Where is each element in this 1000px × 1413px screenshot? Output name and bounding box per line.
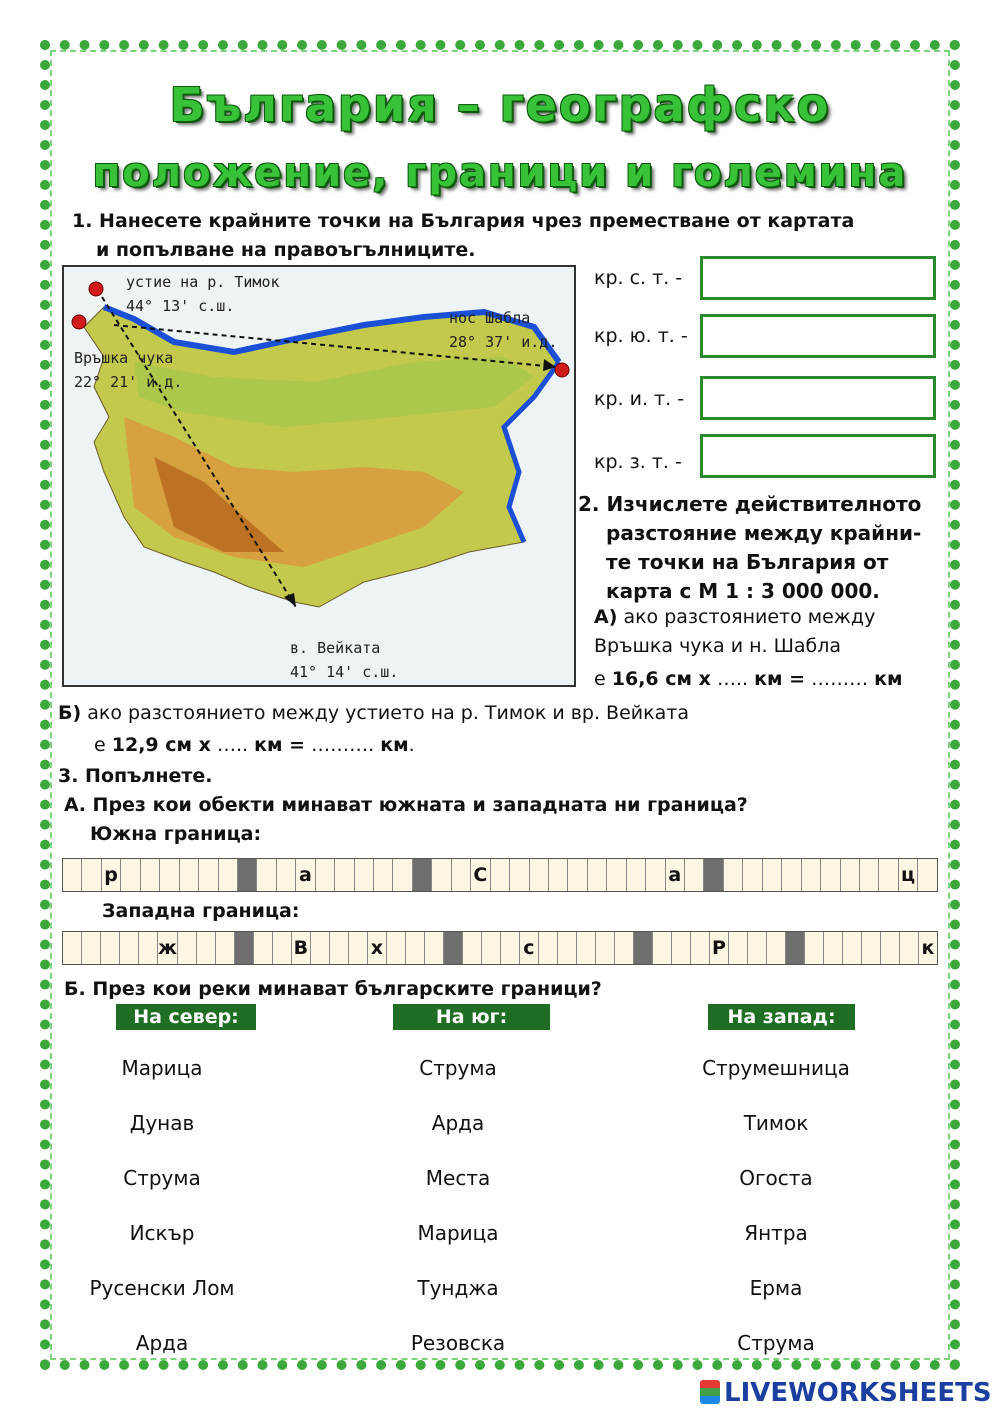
task2b-unit: км: [380, 734, 409, 756]
west-grid-letter-cell[interactable]: [748, 932, 767, 964]
task2a-label: А): [594, 606, 618, 628]
west-grid-letter-cell[interactable]: [501, 932, 520, 964]
river-option-south[interactable]: Марица: [417, 1221, 499, 1245]
task2a-km: км =: [754, 668, 806, 690]
south-grid-letter-cell[interactable]: [860, 859, 879, 891]
south-grid-letter-cell[interactable]: [782, 859, 801, 891]
west-grid-letter-cell[interactable]: [558, 932, 577, 964]
south-grid-letter-cell[interactable]: [335, 859, 354, 891]
west-grid-letter-cell: к: [921, 937, 935, 959]
point-shabla: [555, 363, 569, 377]
river-option-north[interactable]: Струма: [123, 1166, 201, 1190]
west-grid-letter-cell[interactable]: [463, 932, 482, 964]
task2b-pre: е: [94, 734, 106, 756]
west-grid-letter-cell: В: [292, 932, 311, 964]
south-grid-letter-cell[interactable]: [510, 859, 529, 891]
west-grid-letter-cell[interactable]: [101, 932, 120, 964]
header-north: На север:: [116, 1004, 256, 1030]
river-option-north[interactable]: Арда: [135, 1331, 189, 1355]
river-option-west[interactable]: Тимок: [743, 1111, 809, 1135]
task3b-question: Б. През кои реки минават българските граници?: [64, 978, 602, 1000]
task2b-blank1[interactable]: …..: [216, 734, 255, 756]
south-grid-letter-cell[interactable]: [63, 859, 82, 891]
task2a-text2: Връшка чука и н. Шабла: [594, 635, 842, 657]
west-grid-letter-cell[interactable]: [767, 932, 786, 964]
west-grid-letter-cell: ж: [158, 932, 178, 964]
header-west: На запад:: [708, 1004, 855, 1030]
river-option-south[interactable]: Места: [425, 1166, 491, 1190]
label-vrashka-coord: 22° 21' и.д.: [74, 373, 183, 391]
west-grid-letter-cell[interactable]: [311, 932, 330, 964]
task2a-intro: [594, 606, 875, 628]
label-north-point: кр. с. т. -: [594, 267, 683, 289]
task2b-text: ако разстоянието между устието на р. Тимок и вр. Вейката: [87, 702, 689, 724]
label-east-point: кр. и. т. -: [594, 388, 685, 410]
west-grid-letter-cell[interactable]: [139, 932, 158, 964]
west-grid-letter-cell[interactable]: [197, 932, 216, 964]
west-grid-letter-cell[interactable]: [653, 932, 672, 964]
south-grid-letter-cell[interactable]: [568, 859, 587, 891]
south-grid-letter-cell: а: [666, 859, 685, 891]
south-grid-letter-cell[interactable]: [724, 859, 743, 891]
river-option-west[interactable]: Ерма: [749, 1276, 803, 1300]
south-grid-letter-cell[interactable]: [277, 859, 296, 891]
west-grid-separator-cell: [634, 932, 653, 964]
river-option-south[interactable]: Струма: [419, 1056, 497, 1080]
south-border-grid: [62, 858, 938, 892]
west-grid-letter-cell[interactable]: [330, 932, 349, 964]
west-grid-letter-cell[interactable]: [596, 932, 615, 964]
south-grid-separator-cell: [704, 859, 723, 891]
task2a-text1: ако разстоянието между: [623, 606, 876, 628]
south-grid-letter-cell[interactable]: [607, 859, 626, 891]
west-grid-separator-cell: [444, 932, 463, 964]
river-option-north[interactable]: Искър: [129, 1221, 195, 1245]
south-grid-letter-cell[interactable]: [219, 859, 238, 891]
logo-text: LIVEWORKSHEETS: [724, 1378, 992, 1408]
south-grid-letter-cell[interactable]: [160, 859, 179, 891]
liveworksheets-logo: [700, 1378, 992, 1408]
task2b-equation: [94, 734, 415, 756]
title-line-1: България – географско: [169, 78, 831, 132]
south-grid-letter-cell[interactable]: [432, 859, 451, 891]
south-grid-separator-cell: [238, 859, 257, 891]
river-option-west[interactable]: Огоста: [739, 1166, 813, 1190]
task3-title: 3. Попълнете.: [58, 765, 213, 787]
label-south-point: кр. ю. т. -: [594, 325, 688, 347]
west-grid-letter-cell[interactable]: [539, 932, 558, 964]
task2b-km: км =: [254, 734, 306, 756]
river-option-north[interactable]: Дунав: [129, 1111, 195, 1135]
label-shabla: нос Шабла: [449, 309, 531, 327]
bulgaria-map: [62, 265, 576, 687]
west-grid-letter-cell[interactable]: [120, 932, 139, 964]
task2b-label: Б): [58, 702, 82, 724]
label-timok: устие на р. Тимок: [126, 273, 280, 291]
west-grid-letter-cell[interactable]: [82, 932, 101, 964]
south-grid-letter-cell: ц: [899, 859, 918, 891]
label-shabla-coord: 28° 37' и.д.: [449, 333, 558, 351]
label-west-point: кр. з. т. -: [594, 451, 682, 473]
south-grid-letter-cell[interactable]: [452, 859, 471, 891]
south-grid-letter-cell[interactable]: [763, 859, 782, 891]
task1-label-2: и попълване на правоъгълниците.: [96, 239, 476, 261]
west-grid-letter-cell[interactable]: [729, 932, 748, 964]
logo-icon: [700, 1380, 720, 1404]
south-grid-separator-cell: [413, 859, 432, 891]
river-option-south[interactable]: Арда: [431, 1111, 485, 1135]
south-grid-letter-cell[interactable]: [530, 859, 549, 891]
west-border-label: Западна граница:: [102, 900, 300, 922]
answer-box-south[interactable]: [700, 314, 936, 358]
west-grid-letter-cell: Р: [710, 932, 729, 964]
south-grid-letter-cell[interactable]: [180, 859, 199, 891]
west-grid-letter-cell[interactable]: [178, 932, 197, 964]
task2-line3: те точки на България от: [606, 550, 889, 574]
south-grid-letter-cell[interactable]: [549, 859, 568, 891]
south-grid-letter-cell[interactable]: [199, 859, 218, 891]
west-grid-letter-cell[interactable]: [672, 932, 691, 964]
south-grid-letter-cell[interactable]: [627, 859, 646, 891]
west-grid-letter-cell[interactable]: [805, 932, 824, 964]
task2a-blank1[interactable]: …..: [716, 668, 755, 690]
south-grid-letter-cell[interactable]: [82, 859, 101, 891]
south-grid-letter-cell: а: [296, 859, 315, 891]
task2a-pre: е: [594, 668, 606, 690]
task2b-intro: [58, 702, 689, 724]
river-option-west[interactable]: Струма: [737, 1331, 815, 1355]
south-grid-letter-cell[interactable]: [141, 859, 160, 891]
river-option-south[interactable]: Тунджа: [417, 1276, 499, 1300]
south-grid-letter-cell[interactable]: [802, 859, 821, 891]
west-grid-letter-cell[interactable]: [691, 932, 710, 964]
river-option-north[interactable]: Русенски Лом: [89, 1276, 235, 1300]
west-grid-letter-cell[interactable]: [273, 932, 292, 964]
task2a-value: 16,6 см х: [611, 668, 711, 690]
south-grid-letter-cell[interactable]: [374, 859, 393, 891]
west-grid-letter-cell[interactable]: [843, 932, 862, 964]
west-grid-letter-cell[interactable]: [425, 932, 444, 964]
south-grid-letter-cell[interactable]: [841, 859, 860, 891]
south-grid-letter-cell[interactable]: [879, 859, 898, 891]
south-grid-letter-cell[interactable]: [316, 859, 335, 891]
river-option-north[interactable]: Марица: [121, 1056, 203, 1080]
west-grid-letter-cell[interactable]: [862, 932, 881, 964]
task2-line2: разстояние между крайни-: [606, 521, 922, 545]
task2b-end: .: [408, 734, 415, 756]
river-option-west[interactable]: Янтра: [744, 1221, 808, 1245]
point-vrashka-chuka: [72, 315, 86, 329]
task3a-question: А. През кои обекти минават южната и западната ни граница?: [64, 794, 748, 816]
answer-box-east[interactable]: [700, 376, 936, 420]
task2b-blank2[interactable]: ……….: [311, 734, 381, 756]
header-south: На юг:: [393, 1004, 550, 1030]
west-border-grid: [62, 931, 938, 965]
south-grid-letter-cell[interactable]: [821, 859, 840, 891]
west-grid-separator-cell: [786, 932, 805, 964]
point-timok: [89, 282, 103, 296]
west-grid-letter-cell: х: [368, 932, 387, 964]
south-grid-letter-cell: С: [471, 859, 490, 891]
label-timok-coord: 44° 13' с.ш.: [126, 297, 235, 315]
south-grid-letter-cell[interactable]: [121, 859, 140, 891]
task2-line4: карта с М 1 : 3 000 000.: [606, 579, 880, 603]
west-grid-letter-cell[interactable]: [900, 932, 919, 964]
west-grid-letter-cell: с: [520, 932, 539, 964]
west-grid-letter-cell[interactable]: [615, 932, 634, 964]
south-grid-letter-cell[interactable]: [646, 859, 665, 891]
west-grid-letter-cell[interactable]: [881, 932, 900, 964]
south-grid-letter-cell[interactable]: [393, 859, 412, 891]
west-grid-letter-cell[interactable]: [216, 932, 235, 964]
west-grid-letter-cell[interactable]: [482, 932, 501, 964]
task1-label: 1. Нанесете крайните точки на България чрез преместване от картата: [72, 210, 855, 232]
west-grid-letter-cell[interactable]: [349, 932, 368, 964]
task2a-equation: [594, 668, 903, 690]
south-grid-letter-cell[interactable]: [685, 859, 704, 891]
south-grid-letter-cell[interactable]: [491, 859, 510, 891]
answer-box-west[interactable]: [700, 434, 936, 478]
task2a-unit: км: [874, 668, 903, 690]
south-border-label: Южна граница:: [90, 823, 262, 845]
west-grid-letter-cell[interactable]: [387, 932, 406, 964]
west-grid-letter-cell[interactable]: [577, 932, 596, 964]
west-grid-separator-cell: [235, 932, 254, 964]
west-grid-letter-cell[interactable]: [63, 932, 82, 964]
south-grid-letter-cell[interactable]: [355, 859, 374, 891]
task2-line1: 2. Изчислете действителното: [578, 492, 922, 516]
river-option-south[interactable]: Резовска: [410, 1331, 506, 1355]
west-grid-letter-cell[interactable]: [254, 932, 273, 964]
map-svg: [64, 267, 574, 685]
river-option-west[interactable]: Струмешница: [702, 1056, 850, 1080]
south-grid-letter-cell[interactable]: [918, 859, 936, 891]
south-grid-letter-cell[interactable]: [743, 859, 762, 891]
label-vrashka: Връшка чука: [74, 349, 174, 367]
label-veikata: в. Вейката: [290, 639, 381, 657]
south-grid-letter-cell[interactable]: [257, 859, 276, 891]
label-veikata-coord: 41° 14' с.ш.: [290, 663, 399, 681]
south-grid-letter-cell[interactable]: [588, 859, 607, 891]
task2a-blank2[interactable]: ………: [811, 668, 875, 690]
answer-box-north[interactable]: [700, 256, 936, 300]
south-grid-letter-cell: р: [102, 859, 121, 891]
west-grid-letter-cell[interactable]: [824, 932, 843, 964]
title-line-2: положение, граници и големина: [92, 150, 908, 196]
west-grid-letter-cell[interactable]: [406, 932, 425, 964]
task2b-value: 12,9 см х: [111, 734, 211, 756]
